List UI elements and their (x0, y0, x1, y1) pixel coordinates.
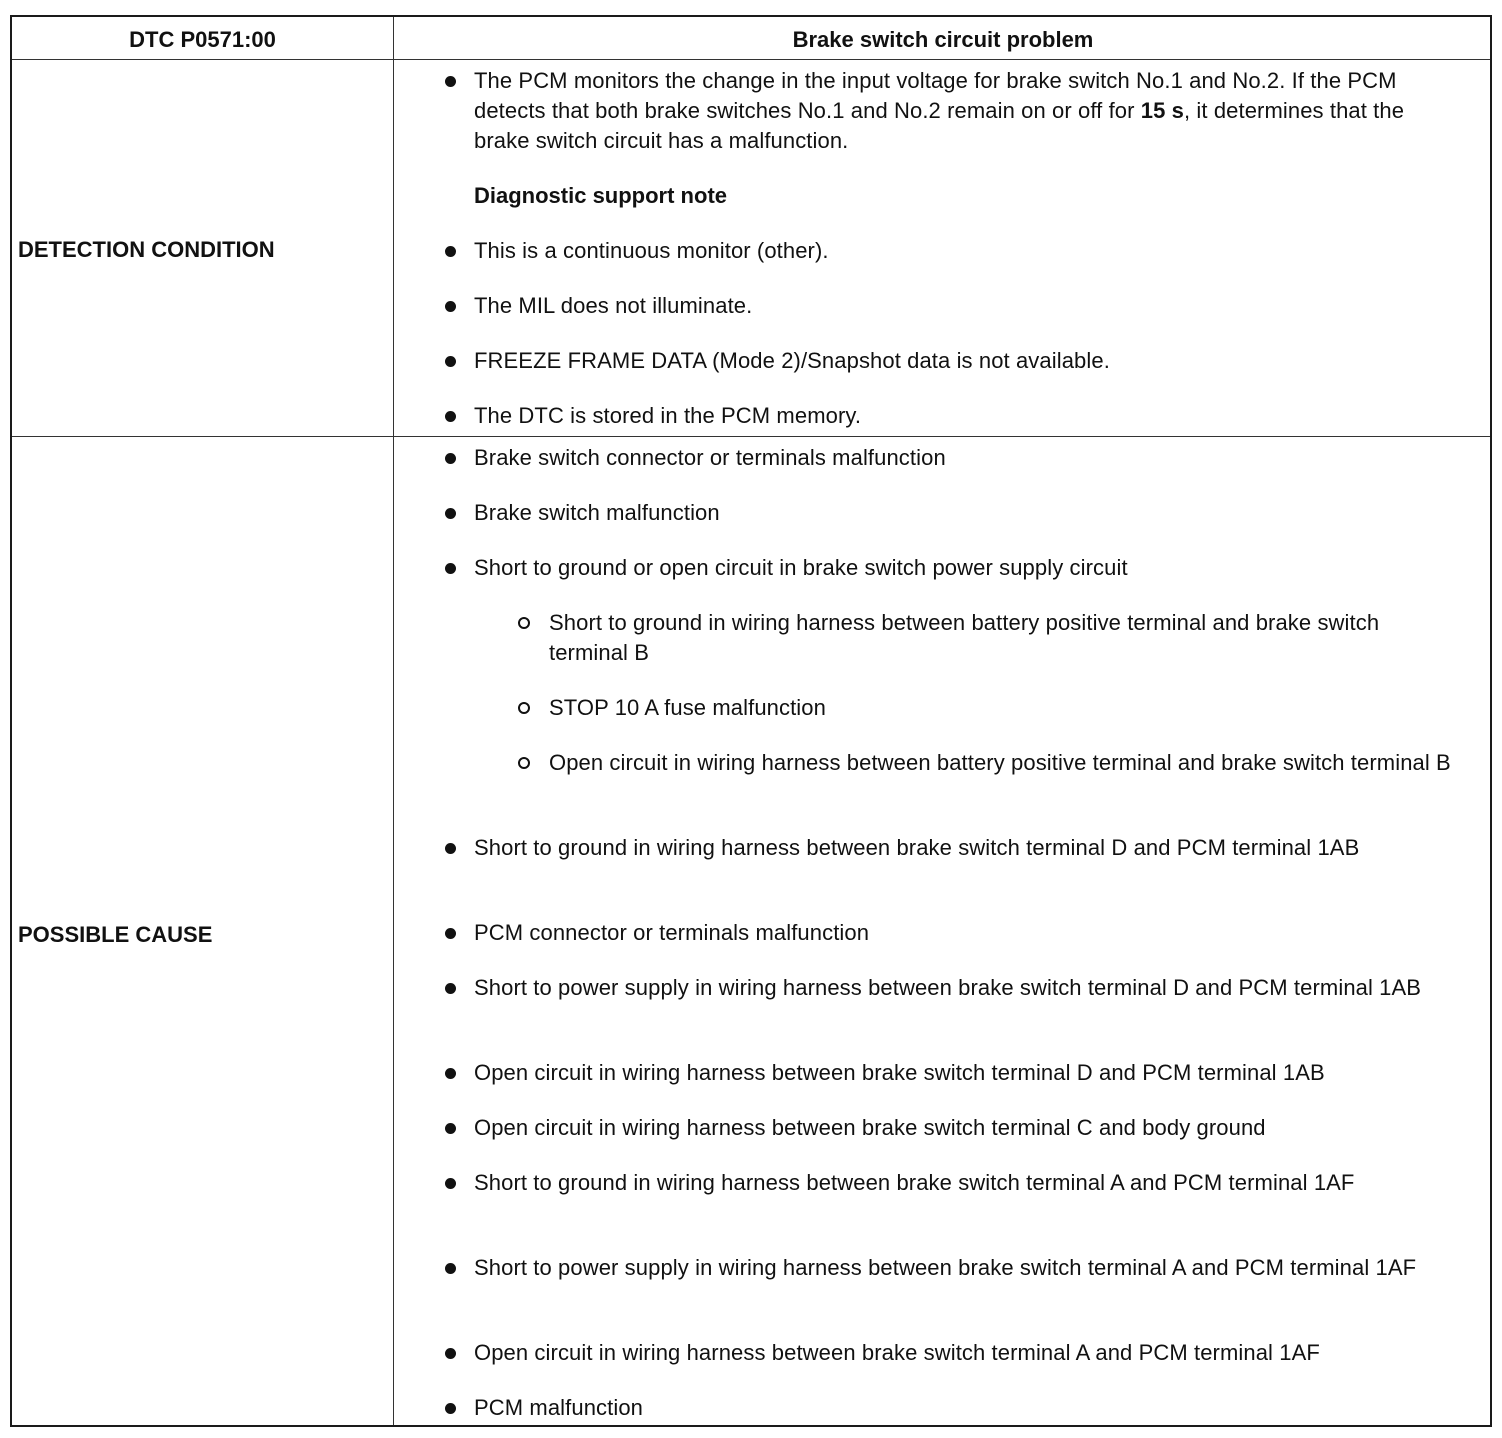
possible-cause-item: Open circuit in wiring harness between brake switch terminal A and PCM terminal 1AF (474, 1340, 1320, 1365)
bullet-icon (445, 1123, 456, 1134)
dtc-description-header: Brake switch circuit problem (792, 27, 1094, 52)
bullet-icon (445, 246, 456, 257)
possible-cause-item: Short to ground or open circuit in brake switch power supply circuit (474, 555, 1128, 580)
possible-cause-sub-item: Open circuit in wiring harness between battery positive terminal and brake switch terminal B (549, 750, 1451, 775)
bullet-icon (445, 76, 456, 87)
bullet-icon (445, 1263, 456, 1274)
possible-cause-sub-item: STOP 10 A fuse malfunction (549, 695, 826, 720)
bullet-icon (445, 508, 456, 519)
possible-cause-item: Open circuit in wiring harness between brake switch terminal D and PCM terminal 1AB (474, 1060, 1325, 1085)
support-note-item: FREEZE FRAME DATA (Mode 2)/Snapshot data is not available. (474, 348, 1110, 373)
support-note-item: The DTC is stored in the PCM memory. (474, 403, 862, 428)
bullet-icon (445, 301, 456, 312)
detection-condition-label: DETECTION CONDITION (18, 237, 275, 262)
bullet-icon (445, 1403, 456, 1414)
bullet-icon (445, 1348, 456, 1359)
header-row-divider (12, 59, 1490, 60)
bullet-icon (445, 1178, 456, 1189)
detection-condition-text: The PCM monitors the change in the input voltage for brake switch No.1 and No.2. If the PCM detects that both brake switches No.1 and No.2 remain on or off for 15 s, it determines that the brake switch circuit has a malfunction. (474, 68, 1405, 153)
sub-bullet-icon (518, 702, 530, 714)
possible-cause-sub-item: Short to ground in wiring harness between battery positive terminal and brake switch terminal B (549, 610, 1380, 665)
bullet-icon (445, 563, 456, 574)
diagnostic-support-note-heading: Diagnostic support note (474, 183, 727, 208)
bullet-icon (445, 983, 456, 994)
possible-cause-item: Brake switch connector or terminals malfunction (474, 445, 946, 470)
bullet-icon (445, 356, 456, 367)
bullet-icon (445, 843, 456, 854)
possible-cause-item: Short to ground in wiring harness between brake switch terminal D and PCM terminal 1AB (474, 835, 1360, 860)
detection-row-divider (12, 436, 1490, 437)
sub-bullet-icon (518, 757, 530, 769)
dtc-code-header: DTC P0571:00 (129, 27, 276, 52)
possible-cause-item: PCM connector or terminals malfunction (474, 920, 870, 945)
possible-cause-label: POSSIBLE CAUSE (18, 922, 213, 947)
dtc-table (10, 15, 1492, 1427)
support-note-item: The MIL does not illuminate. (474, 293, 753, 318)
column-divider (393, 17, 394, 1425)
bullet-icon (445, 453, 456, 464)
sub-bullet-icon (518, 617, 530, 629)
possible-cause-item: Brake switch malfunction (474, 500, 720, 525)
bullet-icon (445, 928, 456, 939)
possible-cause-item: Short to power supply in wiring harness between brake switch terminal A and PCM terminal 1AF (474, 1255, 1417, 1280)
bullet-icon (445, 411, 456, 422)
support-note-item: This is a continuous monitor (other). (474, 238, 829, 263)
possible-cause-item: Short to ground in wiring harness between brake switch terminal A and PCM terminal 1AF (474, 1170, 1355, 1195)
bullet-icon (445, 1068, 456, 1079)
possible-cause-item: Open circuit in wiring harness between brake switch terminal C and body ground (474, 1115, 1266, 1140)
possible-cause-item: Short to power supply in wiring harness between brake switch terminal D and PCM terminal 1AB (474, 975, 1422, 1000)
possible-cause-item: PCM malfunction (474, 1395, 644, 1420)
